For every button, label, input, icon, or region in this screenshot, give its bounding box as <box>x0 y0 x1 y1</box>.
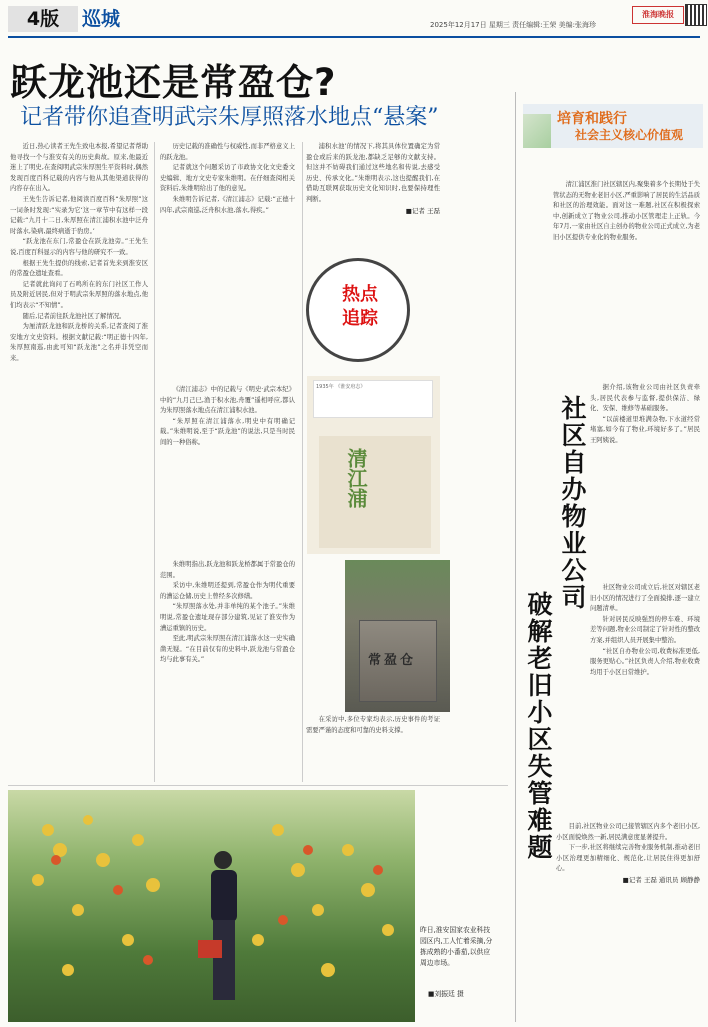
article-column-2b <box>160 385 295 555</box>
photo-caption: 1935年 《淮安府志》 <box>313 380 433 418</box>
column-divider <box>302 142 303 782</box>
section-divider <box>8 785 508 786</box>
paragraph: 随后,记者前往跃龙池社区了解情况。 <box>22 312 126 320</box>
sidebar-column-1 <box>553 180 700 385</box>
greenhouse-photo <box>8 790 415 1022</box>
sidebar-column-4 <box>556 822 700 1022</box>
paragraph: 历史记载的准确性与权威性,而非严格意义上的跃龙池。 <box>160 143 295 161</box>
paragraph: 王先生告诉记者,他阅读百度百科“朱厚照”这一词条时发现:“实录为它‘这一章节中有这样一段记载:“九月十二日,朱厚照在清江浦积水池中泛舟时落水,染病,最终病逝于豹房。’ <box>10 195 148 235</box>
paragraph: 近日,热心读者王先生致电本报,希望记者帮助他寻找一个与淮安有关的历史典故。原来,他最近迷上了明史,在查阅明武宗朱厚照生平资料时,偶然发现百度百科记载的内容与他从其他渠道获得的内容存在出入。 <box>10 143 148 193</box>
paragraph: “朱厚照在清江浦落水,明史中有明确记载。”朱维明说,至于“跃龙池”的说法,只是当时民间的一种俗称。 <box>160 417 295 446</box>
article-column-1 <box>10 142 148 775</box>
qr-code-icon <box>685 4 707 26</box>
article-column-3 <box>306 142 440 258</box>
article-column-2c <box>160 560 295 780</box>
banner-line-1: 培育和践行 <box>557 111 627 127</box>
paragraph: 针对居民反映强烈的停车难、环境差等问题,物业公司制定了针对性的整改方案,并组织人员开展集中整治。 <box>590 615 700 644</box>
paragraph: 朱维明指出,跃龙池和跃龙桥都属于常盈仓的范围。 <box>160 561 295 579</box>
article-subtitle: 记者带你追查明武宗朱厚照落水地点“悬案” <box>20 105 439 130</box>
tomato-plants-illustration <box>8 790 415 1022</box>
hot-topic-badge <box>306 258 424 376</box>
paragraph: 采访中,朱维明还提到,常盈仓作为明代重要的漕运仓储,历史上曾经多次修缮。 <box>160 582 295 600</box>
paragraph: 清江浦区淮门社区辖区内,聚集着多个长期处于失管状态的无物业老旧小区,严重影响了居民的生活品质和社区的治理效能。面对这一难题,社区在积极探索中,创新成立了物业公司,推动小区管理走上正轨。今年7月,一家由社区自主创办的物业公司正式成立,为老旧小区提供专业化的物业服务。 <box>553 181 700 241</box>
stone-tablet <box>359 620 437 702</box>
article-column-3b <box>306 715 440 783</box>
photo-caption: 昨日,淮安国家农业科技园区内,工人忙着采摘,分拣成熟的小番茄,以供应周边市场。 <box>420 926 493 967</box>
paragraph: 记者就这个问题采访了市政协文化文史委文史编辑、地方文史专家朱维明。在仔细查阅相关资料后,朱维明给出了他的意见。 <box>160 164 295 193</box>
paragraph: “跃龙池在东门,常盈仓在跃龙池旁。”王先生说,百度百科显示的内容与他的研究不一致。 <box>10 238 148 256</box>
badge-line-1: 热点 <box>342 284 378 305</box>
sidebar-headline-a: 社区自办物业公司 <box>558 395 587 611</box>
byline: ■记者 王磊 <box>405 206 440 215</box>
book-photo <box>307 376 440 554</box>
section-name: 巡城 <box>82 8 121 30</box>
column-divider <box>515 92 516 1022</box>
paragraph: “社区自办物业公司,收费标准更低,服务更贴心。”社区负责人介绍,物业收费均用于小区日常维护。 <box>590 647 700 676</box>
paragraph: 记者就此询问了石鸣所在的东门社区工作人员及附近居民,但对于明武宗朱厚照的落水地点,他们均表示“不知情”。 <box>10 280 148 309</box>
stone-tablet-photo <box>345 560 450 712</box>
paragraph: 为厘清跃龙池和跃龙桥的关系,记者查阅了淮安地方文史资料。根据文献记载:“明正德十四年,朱厚照南巡,由此可知“跃龙池”之名并非凭空而来。 <box>10 323 148 362</box>
paragraph: 至此,明武宗朱厚照在清江浦落水这一史实确凿无疑。“在目前仅有的史料中,跃龙池与常盈仓均与此事有关。” <box>160 635 295 664</box>
column-divider <box>154 142 155 782</box>
book-cover <box>319 436 431 548</box>
page-number: 4版 <box>8 6 78 32</box>
paragraph: 朱维明告诉记者,《清江浦志》记载:“正德十四年,武宗南巡,泛舟积水池,落水,得疾。” <box>160 195 295 214</box>
sidebar-headline-wrap <box>520 591 560 925</box>
photo-credit: ■刘振廷 摄 <box>428 990 464 998</box>
paragraph: 在采访中,多位专家均表示,历史事件的考证需要严谨的态度和可靠的史料支撑。 <box>306 716 440 734</box>
badge-line-2: 追踪 <box>342 308 378 329</box>
tablet-inscription: 常盈仓 <box>368 653 417 668</box>
paragraph: 下一步,社区将继续完善物业服务机制,推动老旧小区治理更加精细化、规范化,让居民住得更加舒心。 <box>556 844 700 873</box>
sidebar-headline-b: 破解老旧小区失管难题 <box>524 591 553 861</box>
sidebar-column-2 <box>590 383 700 583</box>
newspaper-logo: 淮海晚报 <box>632 6 684 24</box>
arrow-icon <box>523 114 551 148</box>
paragraph: 《清江浦志》中的记载与《明史·武宗本纪》中的“九月己巳,渔于积水池,舟覆”遥相呼应,都认为朱厚照落水地点在清江浦积水池。 <box>160 386 295 415</box>
paragraph: 根据王先生提供的线索,记者首先来到淮安区的常盈仓遗址查看。 <box>10 259 148 278</box>
paragraph: 社区物业公司成立后,社区对辖区老旧小区的情况进行了全面摸排,逐一建立问题清单。 <box>590 584 700 613</box>
paragraph: 目前,社区物业公司已接管辖区内多个老旧小区,小区面貌焕然一新,居民满意度显著提升。 <box>556 823 700 841</box>
sidebar-column-3 <box>590 583 700 823</box>
book-title: 清江浦 <box>344 448 368 508</box>
paragraph: “以前楼道里堆满杂物,下水道经常堵塞,如今有了物业,环境好多了。”居民王阿姨说。 <box>590 415 700 444</box>
worker-figure <box>198 851 237 1000</box>
values-banner <box>523 104 703 148</box>
paragraph: “朱厚照落水处,并非单纯的某个池子。”朱维明说,常盈仓遗址现存部分建筑,见证了淮安作为漕运重镇的历史。 <box>160 603 295 632</box>
byline: ■记者 王磊 通讯员 顾静静 <box>622 875 700 884</box>
header-rule <box>8 36 700 38</box>
issue-meta: 2025年12月17日 星期三 责任编辑:王荣 美编:张海珍 <box>430 21 597 29</box>
article-column-2 <box>160 142 295 382</box>
article-title: 跃龙池还是常盈仓? <box>10 61 337 104</box>
paragraph: 据介绍,该物业公司由社区负责牵头,居民代表参与监督,提供保洁、绿化、安保、维修等基础服务。 <box>590 384 700 413</box>
banner-line-2: 社会主义核心价值观 <box>575 128 684 142</box>
paragraph: 浦积水池’的情况下,将其具体位置确定为常盈仓或后来的跃龙池,都缺乏足够的文献支持。但这并不妨碍我们通过这些地名和传说,去感受历史、传承文化。”朱维明表示,这也提醒我们,在借助互联网获取历史文化知识时,也要保持理性判断。 <box>306 143 440 203</box>
